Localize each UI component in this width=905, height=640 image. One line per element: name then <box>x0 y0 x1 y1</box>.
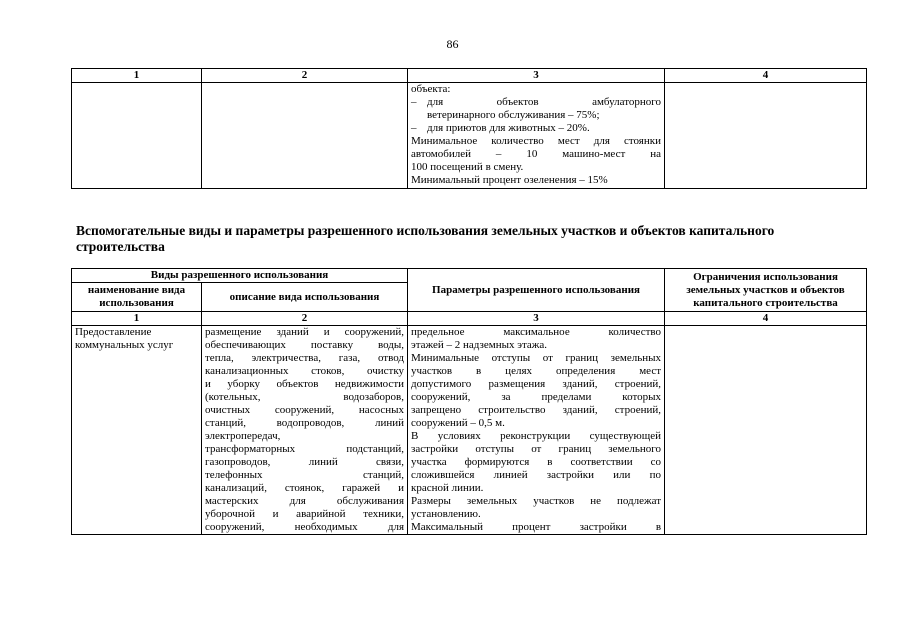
text-line: объекта: <box>411 83 451 95</box>
text-line: автомобилей – 10 машино-мест на <box>411 148 661 160</box>
auxiliary-uses-table <box>71 268 867 535</box>
text-line: запрещено строительство зданий, строений, <box>411 404 662 416</box>
cell-name <box>72 83 202 189</box>
cell-restrictions <box>665 326 867 535</box>
text-line: канализаций, стоянок, гаражей и <box>205 482 405 494</box>
header-restrictions: Ограничения использования земельных участков и объектов капитального строительства <box>665 269 867 312</box>
col-number-4: 4 <box>665 312 867 326</box>
col-number-3: 3 <box>408 69 665 83</box>
text-line: и уборку объектов недвижимости <box>205 378 405 390</box>
table-row <box>72 83 867 189</box>
col-number-2: 2 <box>202 312 408 326</box>
text-line: красной линии. <box>411 482 484 494</box>
column-number-row <box>72 312 867 326</box>
text-line: В условиях реконструкции существующей <box>411 430 662 442</box>
col-number-3: 3 <box>408 312 665 326</box>
bullet-item <box>411 122 661 135</box>
text-line: обеспечивающих поставку воды, <box>205 339 405 351</box>
text-line: для приютов для животных – 20%. <box>427 122 590 134</box>
text-line: сооружений, за пределами которых <box>411 391 662 403</box>
table-row <box>72 326 867 535</box>
cell-restrictions <box>665 83 867 189</box>
text-line: мастерских для обслуживания <box>205 495 405 507</box>
col-number-4: 4 <box>665 69 867 83</box>
text-line: для объектов амбулаторного <box>427 96 661 108</box>
text-line: тепла, электричества, газа, отвод <box>205 352 405 364</box>
text-line: Минимальные отступы от границ земельных <box>411 352 662 364</box>
text-line: трансформаторных подстанций, <box>205 443 405 455</box>
text-line: очистных сооружений, насосных <box>205 404 405 416</box>
text-line: застройки отступы от границ земельного <box>411 443 662 455</box>
page-number: 86 <box>446 37 459 51</box>
col-number-2: 2 <box>202 69 408 83</box>
header-name: наименование вида использования <box>72 283 202 312</box>
text-line: участка формируются в соответствии со <box>411 456 662 468</box>
text-line: станций, водопроводов, линий <box>205 417 405 429</box>
text-line: телефонных станций, <box>205 469 405 481</box>
text-line: уборочной и аварийной техники, <box>205 508 405 520</box>
section-heading: Вспомогательные виды и параметры разрешенного использования земельных участков и объектов капитального строительства <box>76 223 775 254</box>
text-line: газопроводов, линий связи, <box>205 456 405 468</box>
bullet-mark: – <box>411 122 417 134</box>
cell-desc <box>202 326 408 535</box>
bullet-mark: – <box>411 96 417 108</box>
text-line: 100 посещений в смену. <box>411 161 524 173</box>
text-line: электропередач, <box>205 430 281 442</box>
header-row <box>72 269 867 283</box>
text-line: этажей – 2 надземных этажа. <box>411 339 548 351</box>
cell-params <box>408 83 665 189</box>
bullet-item <box>411 96 661 109</box>
column-number-row <box>72 69 867 83</box>
text-line: участков в целях определения мест <box>411 365 662 377</box>
cell-desc <box>202 83 408 189</box>
text-line: сооружений, необходимых для <box>205 521 405 533</box>
text-line: сложившейся линией застройки или по <box>411 469 662 481</box>
text-line: Минимальное количество мест для стоянки <box>411 135 661 147</box>
text-line: Минимальный процент озеленения – 15% <box>411 174 608 186</box>
header-desc: описание вида использования <box>202 283 408 312</box>
cell-name: Предоставление коммунальных услуг <box>72 326 202 535</box>
text-line: установлению. <box>411 508 481 520</box>
header-group: Виды разрешенного использования <box>72 269 408 283</box>
text-line: допустимого размещения зданий, строений, <box>411 378 662 390</box>
text-line: предельное максимальное количество <box>411 326 662 338</box>
text-line: (котельных, водозаборов, <box>205 391 405 403</box>
text-line: размещение зданий и сооружений, <box>205 326 405 338</box>
continuation-table <box>71 68 867 189</box>
text-line: Размеры земельных участков не подлежат <box>411 495 662 507</box>
text-line: ветеринарного обслуживания – 75%; <box>427 109 600 121</box>
col-number-1: 1 <box>72 69 202 83</box>
cell-params <box>408 326 665 535</box>
col-number-1: 1 <box>72 312 202 326</box>
header-params: Параметры разрешенного использования <box>408 269 665 312</box>
text-line: канализационных стоков, очистку <box>205 365 405 377</box>
text-line: Максимальный процент застройки в <box>411 521 662 533</box>
text-line: сооружений – 0,5 м. <box>411 417 505 429</box>
